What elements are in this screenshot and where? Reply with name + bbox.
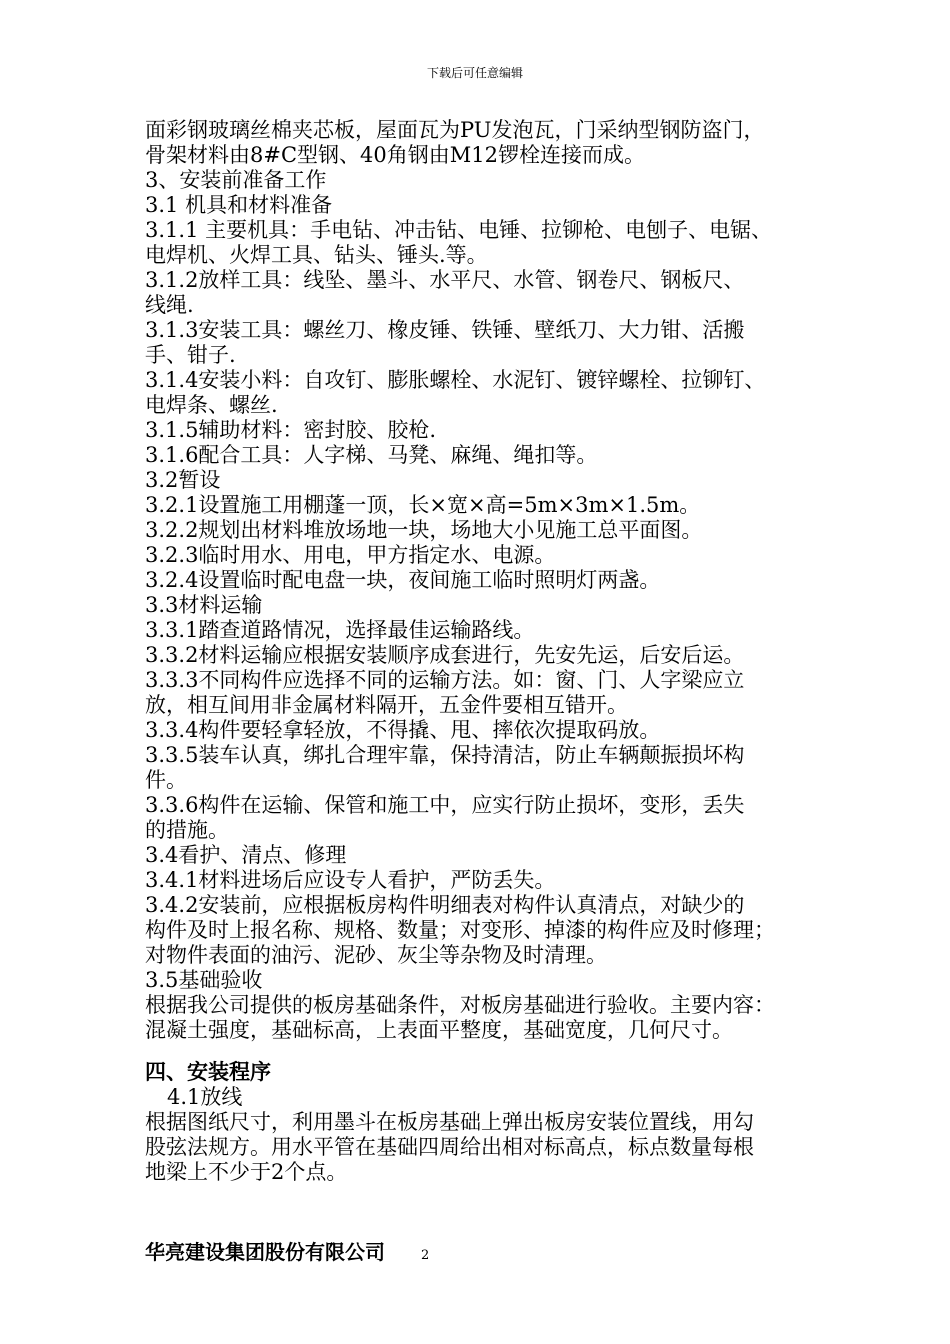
body-line: 3.1.2放样工具：线坠、墨斗、水平尺、水管、钢卷尺、钢板尺、 xyxy=(145,268,745,292)
body-line: 混凝土强度，基础标高，上表面平整度，基础宽度，几何尺寸。 xyxy=(145,1018,733,1042)
page-number: 2 xyxy=(421,1248,430,1263)
body-line: 构件及时上报名称、规格、数量；对变形、掉漆的构件应及时修理； xyxy=(145,918,775,942)
body-line: 根据图纸尺寸，利用墨斗在板房基础上弹出板房安装位置线，用勾 xyxy=(145,1110,754,1134)
body-line: 3.2.3临时用水、用电，甲方指定水、电源。 xyxy=(145,543,556,567)
body-line: 3.4.1材料进场后应设专人看护，严防丢失。 xyxy=(145,868,556,892)
body-line: 3.1.3安装工具：螺丝刀、橡皮锤、铁锤、壁纸刀、大力钳、活搬 xyxy=(145,318,745,342)
subsection-title: 3.4看护、清点、修理 xyxy=(145,843,347,867)
body-line: 3.2.4设置临时配电盘一块，夜间施工临时照明灯两盏。 xyxy=(145,568,661,592)
body-line: 3.1.5辅助材料：密封胶、胶枪. xyxy=(145,418,437,442)
subsection-title: 3.2暂设 xyxy=(145,468,221,492)
body-line: 3.3.1踏查道路情况，选择最佳运输路线。 xyxy=(145,618,535,642)
page-footer xyxy=(145,1240,429,1264)
body-line: 骨架材料由8#C型钢、40角钢由M12锣栓连接而成。 xyxy=(145,143,645,167)
body-line: 电焊条、螺丝. xyxy=(145,393,278,417)
page-header-note: 下载后可任意编辑 xyxy=(426,66,523,80)
body-line: 3.3.5装车认真，绑扎合理牢靠，保持清洁，防止车辆颠振损坏构 xyxy=(145,743,745,767)
section-heading: 四、安装程序 xyxy=(145,1060,271,1084)
body-line: 3.3.6构件在运输、保管和施工中，应实行防止损坏，变形，丢失 xyxy=(145,793,745,817)
company-name: 华亮建设集团股份有限公司 xyxy=(145,1240,385,1264)
body-line: 3.1.1 主要机具：手电钻、冲击钻、电锤、拉铆枪、电刨子、电锯、 xyxy=(145,218,773,242)
subsection-title: 3.3材料运输 xyxy=(145,593,263,617)
body-line: 股弦法规方。用水平管在基础四周给出相对标高点，标点数量每根 xyxy=(145,1135,754,1159)
body-line: 3.3.3不同构件应选择不同的运输方法。如：窗、门、人字梁应立 xyxy=(145,668,745,692)
body-line: 对物件表面的油污、泥砂、灰尘等杂物及时清理。 xyxy=(145,943,607,967)
subsection-title: 4.1放线 xyxy=(167,1085,243,1109)
subsection-title: 3.1 机具和材料准备 xyxy=(145,193,333,217)
body-line: 件。 xyxy=(145,768,187,792)
body-line: 3.3.4构件要轻拿轻放，不得撬、甩、摔依次提取码放。 xyxy=(145,718,661,742)
document-body xyxy=(145,118,825,1185)
body-line: 手、钳子. xyxy=(145,343,236,367)
body-line: 放，相互间用非金属材料隔开，五金件要相互错开。 xyxy=(145,693,628,717)
body-line: 3.4.2安装前，应根据板房构件明细表对构件认真清点，对缺少的 xyxy=(145,893,745,917)
body-line: 3.1.4安装小料：自攻钉、膨胀螺栓、水泥钉、镀锌螺栓、拉铆钉、 xyxy=(145,368,766,392)
body-line: 线绳. xyxy=(145,293,194,317)
subsection-title: 3.5基础验收 xyxy=(145,968,263,992)
body-line: 电焊机、火焊工具、钻头、锤头.等。 xyxy=(145,243,488,267)
body-line: 3.2.2规划出材料堆放场地一块，场地大小见施工总平面图。 xyxy=(145,518,703,542)
body-line: 地梁上不少于2个点。 xyxy=(145,1160,348,1184)
body-line: 3.3.2材料运输应根据安装顺序成套进行，先安先运，后安后运。 xyxy=(145,643,745,667)
body-line: 的措施。 xyxy=(145,818,229,842)
body-line: 3.2.1设置施工用棚蓬一顶，长×宽×高=5m×3m×1.5m。 xyxy=(145,493,701,517)
spacer xyxy=(145,1043,825,1060)
section-title: 3、安装前准备工作 xyxy=(145,168,327,192)
body-line: 根据我公司提供的板房基础条件，对板房基础进行验收。主要内容： xyxy=(145,993,775,1017)
body-line: 面彩钢玻璃丝棉夹芯板，屋面瓦为PU发泡瓦，门采纳型钢防盗门， xyxy=(145,118,765,142)
body-line: 3.1.6配合工具：人字梯、马凳、麻绳、绳扣等。 xyxy=(145,443,598,467)
